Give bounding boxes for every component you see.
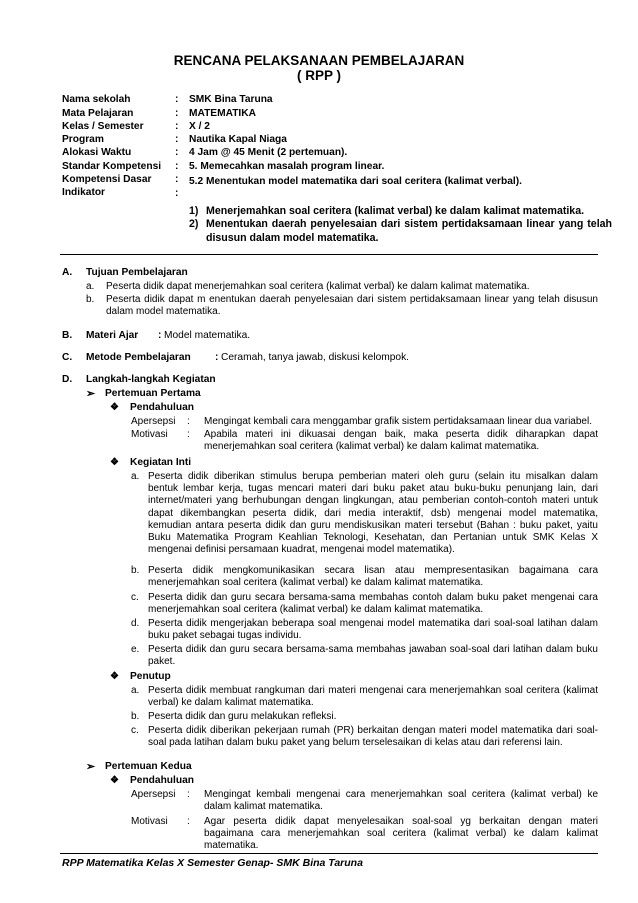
header-colon: : <box>175 147 179 158</box>
diamond-bullet-icon: ❖ <box>110 457 120 468</box>
row-text: Apabila materi ini dikuasai dengan baik, maka peserta didik diharapkan dapat menerjemahkan soal ceritera (kalimat verbal) ke dalam kalimat matematika. <box>204 429 598 453</box>
divider-rule <box>60 254 598 255</box>
row-colon: : <box>187 429 190 440</box>
pendahuluan-heading <box>110 402 194 414</box>
penutup-item <box>131 685 598 710</box>
indikator-text: Menentukan daerah penyelesaian dari sistem pertidaksamaan linear yang telah disusun dalam model matematika. <box>206 218 612 244</box>
arrow-bullet-icon: ➢ <box>86 761 96 773</box>
tujuan-item <box>86 294 598 320</box>
kegiatan-item <box>131 471 598 561</box>
header-label: Program <box>62 134 104 145</box>
header-label: Alokasi Waktu <box>62 147 132 158</box>
item-text: Peserta didik mengkomunikasikan secara lisan atau mempresentasikan bagaimana cara menerjemahkan soal ceritera (kalimat verbal) ke dalam kalimat matematika. <box>148 565 598 589</box>
header-label: Standar Kompetensi <box>62 161 162 172</box>
header-colon: : <box>175 174 179 185</box>
row-label: Apersepsi <box>131 789 176 800</box>
arrow-bullet-icon: ➢ <box>86 388 96 400</box>
row-colon: : <box>187 416 190 427</box>
pendahuluan-heading <box>110 775 194 787</box>
section-separator: : <box>215 352 219 363</box>
motivasi-row <box>131 429 598 455</box>
section-letter: D. <box>62 374 73 385</box>
item-text: Peserta didik dan guru melakukan refleksi. <box>148 711 337 722</box>
item-marker: d. <box>131 618 140 629</box>
item-text: Peserta didik diberikan stimulus berupa pemberian materi oleh guru (selain itu misalkan dalam bentuk lembar kerja, tugas mencari materi dari buku paket atau buku-buku penunjang lain, dari internet/materi yang berhubungan dengan lingkungan, atau pemberian contoh-contoh materi untuk dapat dikembangkan peserta didik, dari media interaktif, dsb) mengenai model matematika, kemudian antara peserta didik dan guru mendiskusikan materi tersebut (Bahan : buku paket, yaitu Buku Matematika Program Keahlian Teknologi, Kesehatan, dan Pertanian untuk SMK Kelas X mengenai definisi persamaan kuadrat, mengenai model matematika). <box>148 471 598 556</box>
header-colon: : <box>175 161 179 172</box>
item-text: Peserta didik mengerjakan beberapa soal mengenai model matematika dari soal-soal latihan dalam buku paket sebagai tugas individu. <box>148 618 598 642</box>
section-title: Metode Pembelajaran <box>86 352 191 363</box>
document-subtitle: ( RPP ) <box>296 68 341 83</box>
penutup-item <box>131 725 598 750</box>
header-value: 4 Jam @ 45 Menit (2 pertemuan). <box>189 147 348 158</box>
section-separator: : <box>158 330 162 341</box>
indikator-number: 2) <box>189 218 199 230</box>
footer-rule <box>60 853 598 854</box>
page-footer: RPP Matematika Kelas X Semester Genap- SMK Bina Taruna <box>62 857 363 869</box>
pertemuan-pertama-heading <box>86 388 201 401</box>
item-marker: a. <box>131 685 140 696</box>
section-title: Materi Ajar <box>86 330 139 341</box>
header-colon: : <box>175 188 179 199</box>
diamond-bullet-icon: ❖ <box>110 671 120 682</box>
penutup-heading <box>110 671 171 683</box>
item-marker: a. <box>86 281 95 292</box>
item-text: Peserta didik dapat menerjemahkan soal ceritera (kalimat verbal) ke dalam kalimat matematika. <box>106 281 530 292</box>
item-marker: b. <box>131 711 140 722</box>
item-marker: c. <box>131 725 139 736</box>
row-label: Motivasi <box>131 816 168 827</box>
section-letter: B. <box>62 330 73 341</box>
section-value: Ceramah, tanya jawab, diskusi kelompok. <box>221 352 409 363</box>
header-value: MATEMATIKA <box>189 108 256 119</box>
section-letter: A. <box>62 267 73 278</box>
item-text: Peserta didik dan guru secara bersama-sama membahas jawaban soal-soal dari latihan dalam buku paket. <box>148 644 598 668</box>
kegiatan-item <box>131 592 598 617</box>
pertemuan-kedua-heading <box>86 761 192 774</box>
header-value: Nautika Kapal Niaga <box>189 134 287 145</box>
subheading-title: Penutup <box>130 671 171 682</box>
motivasi-row <box>131 816 598 852</box>
section-title: Langkah-langkah Kegiatan <box>86 374 216 385</box>
section-letter: C. <box>62 352 73 363</box>
header-label: Kompetensi Dasar <box>62 174 152 185</box>
kegiatan-item <box>131 644 598 669</box>
indikator-text: Menerjemahkan soal ceritera (kalimat verbal) ke dalam kalimat matematika. <box>206 205 585 217</box>
item-marker: b. <box>131 565 140 576</box>
header-label: Nama sekolah <box>62 94 131 105</box>
header-value: X / 2 <box>189 121 210 132</box>
pertemuan-title: Pertemuan Kedua <box>105 761 192 772</box>
item-marker: a. <box>131 471 140 482</box>
section-title: Tujuan Pembelajaran <box>86 267 188 278</box>
section-value: Model matematika. <box>164 330 251 341</box>
subheading-title: Pendahuluan <box>130 775 194 786</box>
item-marker: b. <box>86 294 95 305</box>
header-value: 5. Memecahkan masalah program linear. <box>189 161 385 172</box>
item-text: Peserta didik diberikan pekerjaan rumah (PR) berkaitan dengan materi model matematika dari soal-soal pada latihan dalam buku paket yang belum terselesaikan di kelas atau dari referensi lain. <box>148 725 598 749</box>
indikator-number: 1) <box>189 205 199 217</box>
header-label: Mata Pelajaran <box>62 108 134 119</box>
row-label: Apersepsi <box>131 416 176 427</box>
kegiatan-inti-heading <box>110 457 192 469</box>
diamond-bullet-icon: ❖ <box>110 775 120 786</box>
diamond-bullet-icon: ❖ <box>110 402 120 413</box>
header-value: SMK Bina Taruna <box>189 94 273 105</box>
header-colon: : <box>175 94 179 105</box>
row-text: Agar peserta didik dapat menyelesaikan soal-soal yg berkaitan dengan materi bagaimana cara menerjemahkan soal ceritera (kalimat verbal) ke dalam kalimat matematika. <box>204 816 598 852</box>
kegiatan-item <box>131 618 598 643</box>
item-text: Peserta didik dan guru secara bersama-sama membahas contoh dalam buku paket mengenai cara menerjemahkan soal ceritera (kalimat verbal) ke dalam kalimat matematika. <box>148 592 598 616</box>
tujuan-item <box>86 281 598 294</box>
header-value: 5.2 Menentukan model matematika dari soal ceritera (kalimat verbal). <box>189 176 522 187</box>
header-colon: : <box>175 108 179 119</box>
indikator-item <box>189 205 612 219</box>
header-colon: : <box>175 121 179 132</box>
header-colon: : <box>175 134 179 145</box>
apersepsi-row <box>131 416 598 429</box>
item-text: Peserta didik membuat rangkuman dari materi mengenai cara menerjemahkan soal ceritera (kalimat verbal) ke dalam kalimat matematika. <box>148 685 598 709</box>
item-text: Peserta didik dapat m enentukan daerah penyelesaian dari sistem pertidaksamaan linear yang telah disusun dalam model matematika. <box>106 294 598 318</box>
row-colon: : <box>187 789 190 800</box>
row-text: Mengingat kembali mengenai cara menerjemahkan soal ceritera (kalimat verbal) ke dalam kalimat matematika. <box>204 789 598 813</box>
pertemuan-title: Pertemuan Pertama <box>105 388 201 399</box>
header-label: Kelas / Semester <box>62 121 144 132</box>
subheading-title: Kegiatan Inti <box>130 457 192 468</box>
row-text: Mengingat kembali cara menggambar grafik sistem pertidaksamaan linear dua variabel. <box>204 416 592 427</box>
header-label: Indikator <box>62 187 106 198</box>
kegiatan-item <box>131 565 598 590</box>
document-title: RENCANA PELAKSANAAN PEMBELAJARAN <box>173 53 465 68</box>
subheading-title: Pendahuluan <box>130 402 194 413</box>
row-label: Motivasi <box>131 429 168 440</box>
indikator-item <box>189 218 612 246</box>
penutup-item <box>131 711 598 724</box>
row-colon: : <box>187 816 190 827</box>
item-marker: e. <box>131 644 140 655</box>
item-marker: c. <box>131 592 139 603</box>
apersepsi-row <box>131 789 598 814</box>
